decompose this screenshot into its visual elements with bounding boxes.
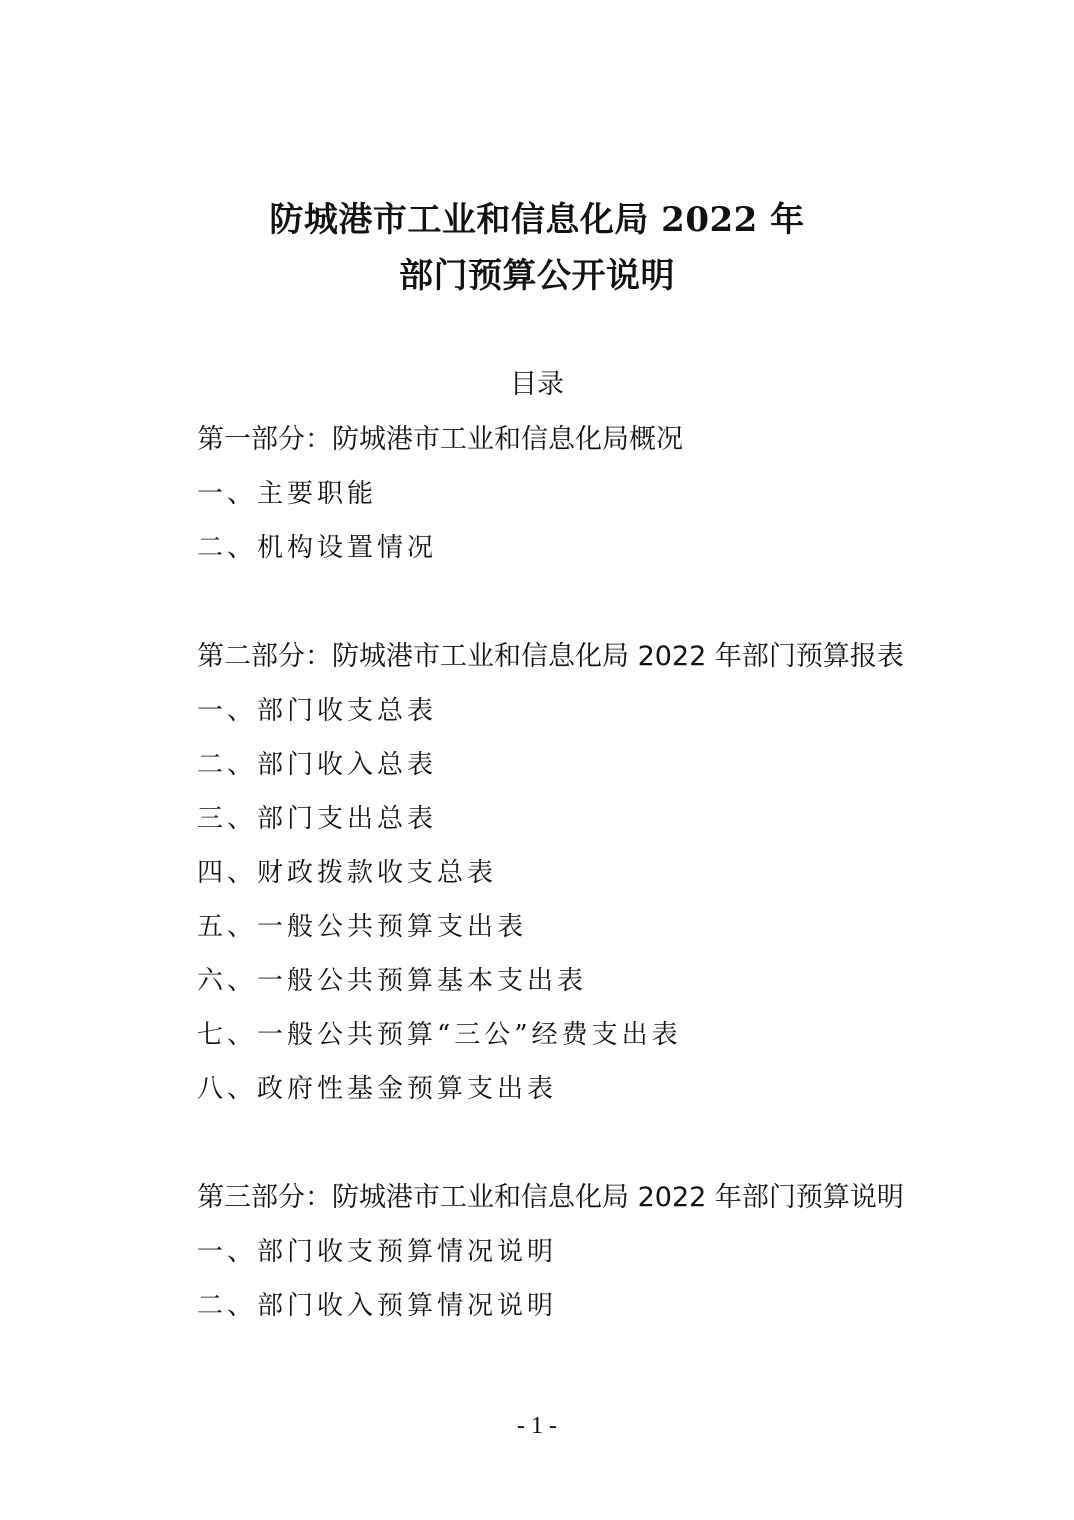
toc-item: 一、部门收支总表 [197,696,438,726]
toc-part-3: 第三部分：防城港市工业和信息化局 2022 年部门预算说明 [197,1182,904,1213]
toc-item: 七、一般公共预算“三公”经费支出表 [197,1020,682,1050]
toc-item: 二、部门收入预算情况说明 [197,1291,558,1321]
document-title-line-2: 部门预算公开说明 [399,256,675,296]
toc-item: 二、机构设置情况 [197,533,438,563]
toc-item: 二、部门收入总表 [197,750,438,780]
toc-item: 六、一般公共预算基本支出表 [197,966,588,996]
page-number: - 1 - [517,1413,557,1439]
toc-item: 五、一般公共预算支出表 [197,912,528,942]
toc-part-1: 第一部分：防城港市工业和信息化局概况 [197,424,683,455]
toc-part-2: 第二部分：防城港市工业和信息化局 2022 年部门预算报表 [197,641,904,672]
toc-item: 一、主要职能 [197,479,378,509]
toc-heading: 目录 [510,369,564,400]
toc-item: 三、部门支出总表 [197,804,438,834]
toc-item: 四、财政拨款收支总表 [197,858,498,888]
toc-item: 八、政府性基金预算支出表 [197,1074,558,1104]
toc-item: 一、部门收支预算情况说明 [197,1237,558,1267]
document-title-line-1: 防城港市工业和信息化局 2022 年 [269,200,805,240]
